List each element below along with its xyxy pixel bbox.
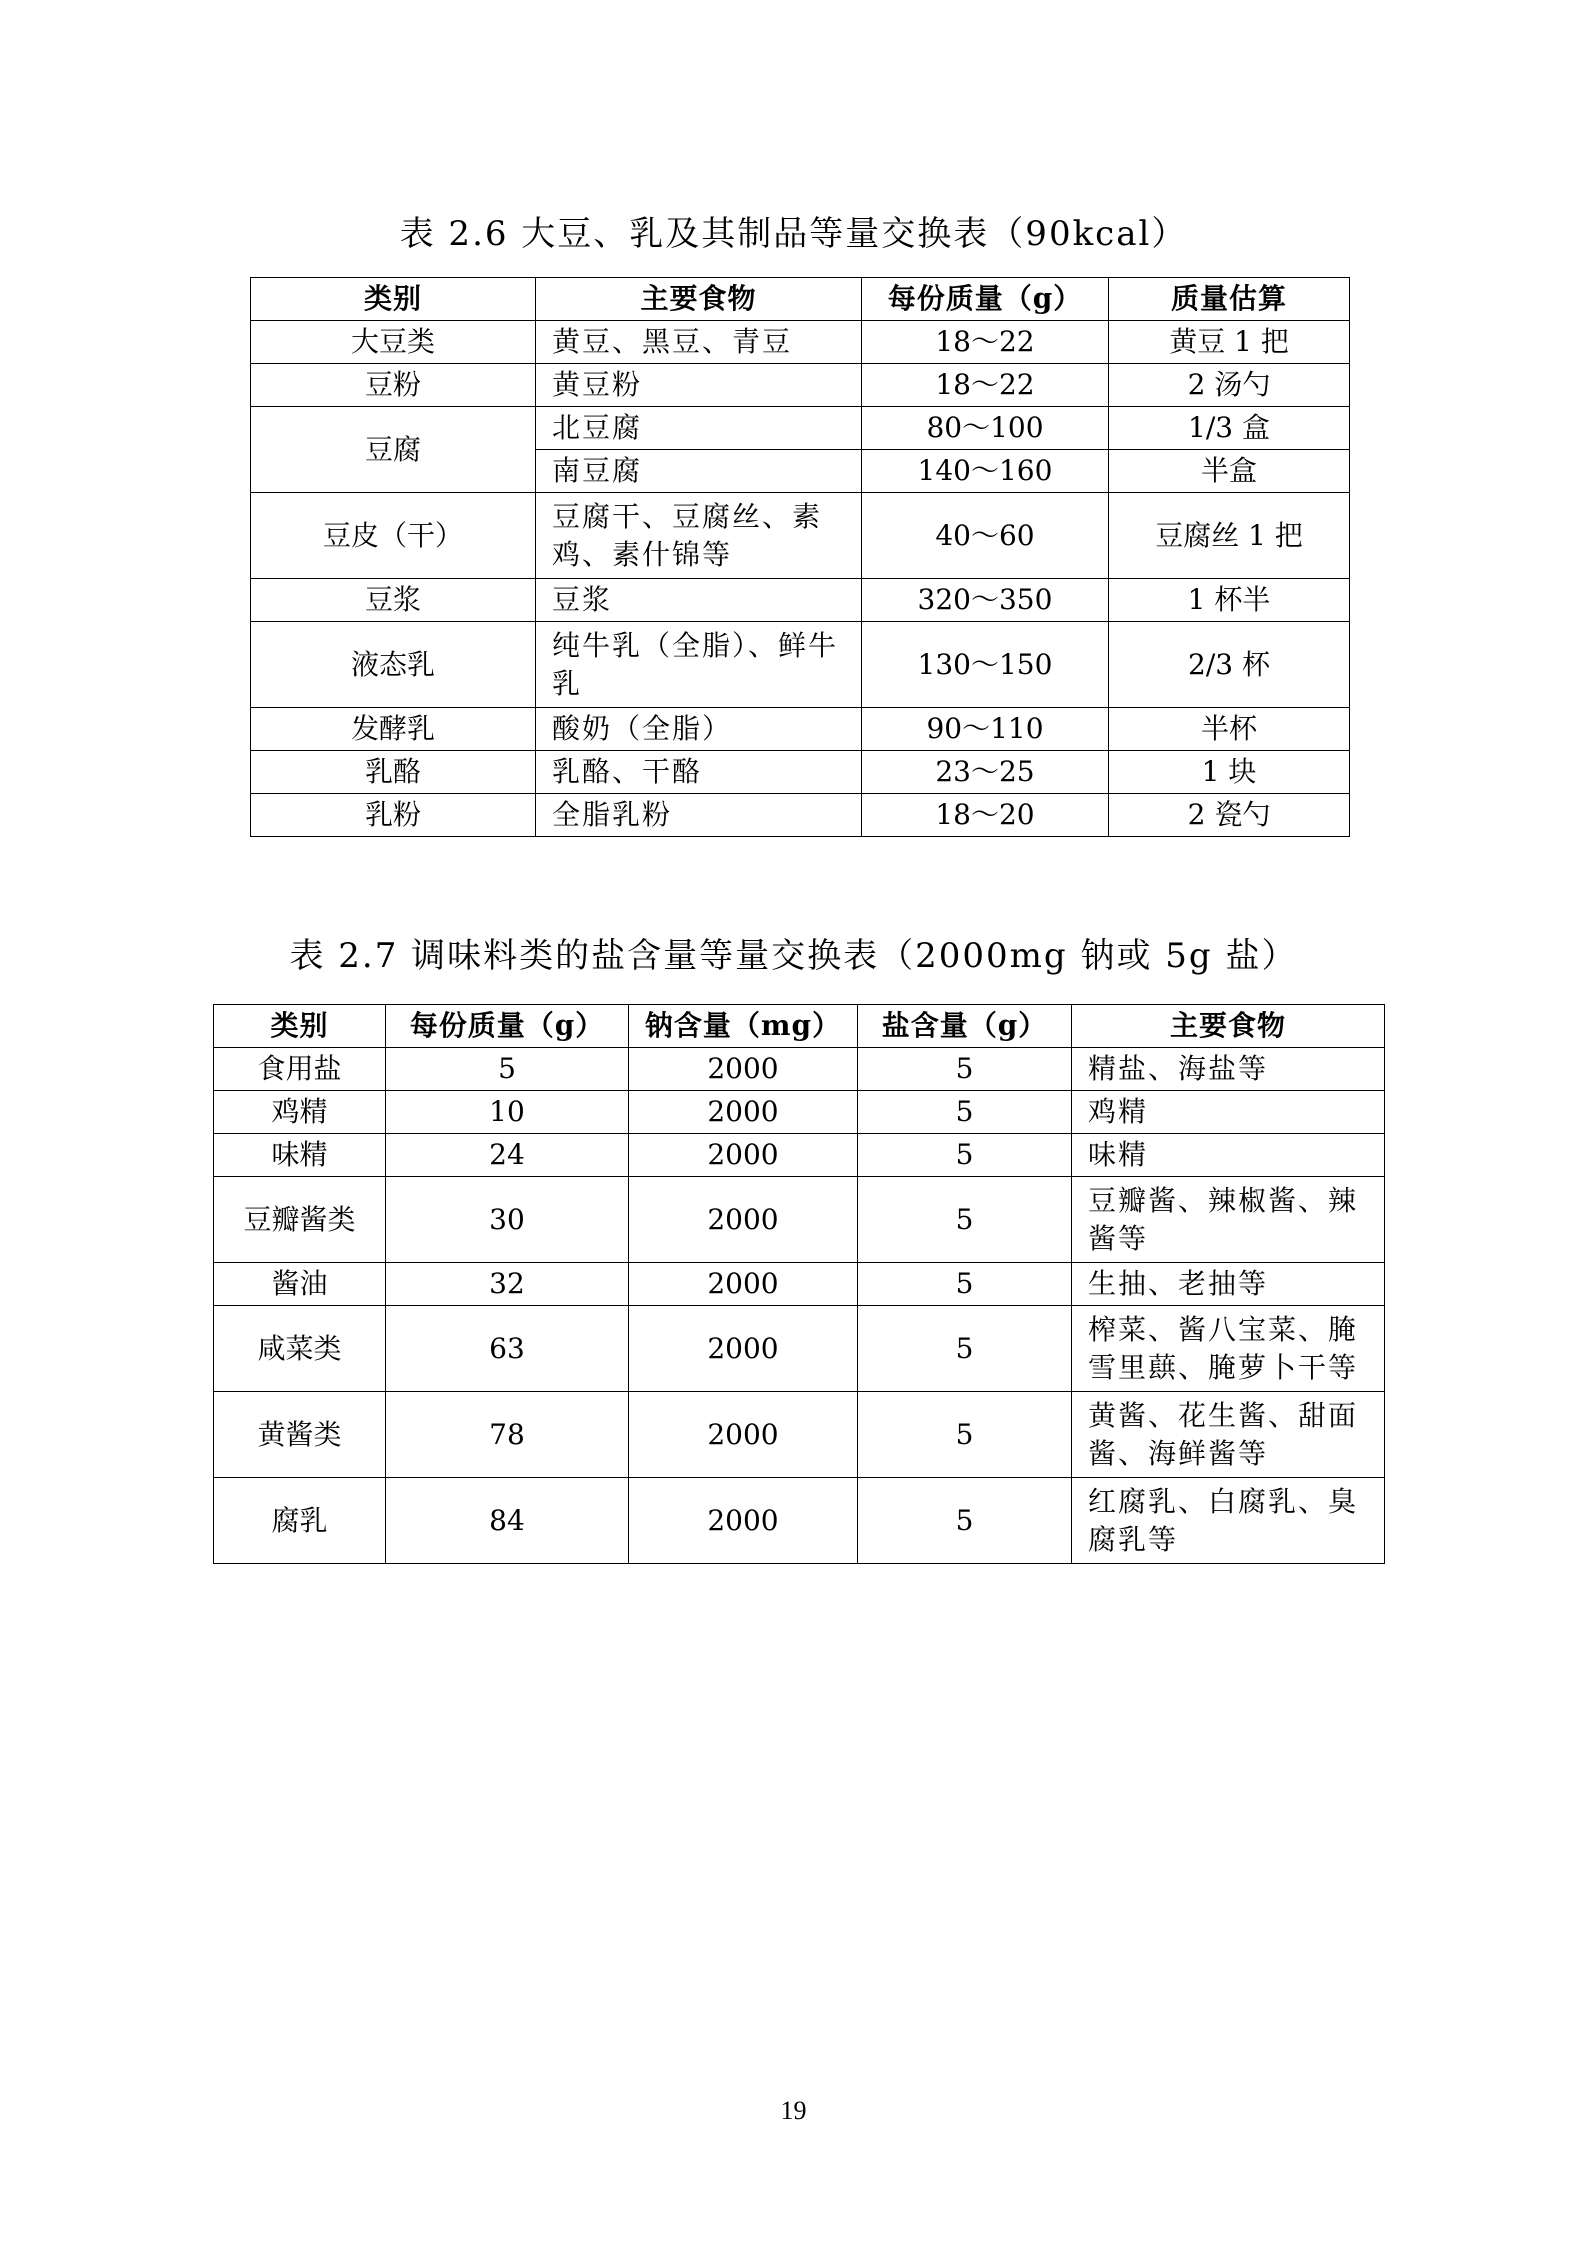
cell-food: 北豆腐: [536, 407, 862, 450]
cell-category: 液态乳: [251, 622, 536, 708]
cell-salt: 5: [858, 1306, 1072, 1392]
cell-food: 豆浆: [536, 579, 862, 622]
table-row: [251, 622, 1350, 708]
cell-category: 乳粉: [251, 794, 536, 837]
cell-food: 黄豆粉: [536, 364, 862, 407]
cell-food: 全脂乳粉: [536, 794, 862, 837]
cell-food: 生抽、老抽等: [1072, 1263, 1385, 1306]
cell-category: 豆腐: [251, 407, 536, 493]
cell-category: 乳酪: [251, 751, 536, 794]
header-main-food: 主要食物: [536, 278, 862, 321]
cell-sodium: 2000: [629, 1048, 858, 1091]
table-2-6-caption: 表 2.6 大豆、乳及其制品等量交换表（90kcal）: [399, 214, 1188, 254]
cell-category: 豆粉: [251, 364, 536, 407]
cell-category: 食用盐: [214, 1048, 386, 1091]
cell-category: 豆皮（干）: [251, 493, 536, 579]
cell-weight: 10: [386, 1091, 629, 1134]
cell-estimate: 半盒: [1109, 450, 1350, 493]
cell-weight: 84: [386, 1478, 629, 1564]
cell-estimate: 1 块: [1109, 751, 1350, 794]
table-row: [214, 1177, 1385, 1263]
cell-category: 味精: [214, 1134, 386, 1177]
table-header-row: [214, 1005, 1385, 1048]
table-2-7-caption: 表 2.7 调味料类的盐含量等量交换表（2000mg 钠或 5g 盐）: [289, 936, 1298, 976]
cell-weight: 32: [386, 1263, 629, 1306]
condiment-salt-exchange-table: [213, 1004, 1385, 1564]
cell-estimate: 2/3 杯: [1109, 622, 1350, 708]
page-number: 19: [780, 2096, 807, 2125]
cell-food: 纯牛乳（全脂）、鲜牛乳: [536, 622, 862, 708]
table-row: [251, 751, 1350, 794]
cell-salt: 5: [858, 1091, 1072, 1134]
cell-weight: 80～100: [862, 407, 1109, 450]
cell-salt: 5: [858, 1177, 1072, 1263]
cell-estimate: 半杯: [1109, 708, 1350, 751]
cell-category: 豆浆: [251, 579, 536, 622]
cell-food: 南豆腐: [536, 450, 862, 493]
cell-food: 黄酱、花生酱、甜面酱、海鲜酱等: [1072, 1392, 1385, 1478]
cell-estimate: 2 汤勺: [1109, 364, 1350, 407]
cell-food: 精盐、海盐等: [1072, 1048, 1385, 1091]
table-row: [251, 493, 1350, 579]
table-row: [251, 407, 1350, 450]
cell-weight: 320～350: [862, 579, 1109, 622]
cell-sodium: 2000: [629, 1478, 858, 1564]
cell-weight: 24: [386, 1134, 629, 1177]
header-sodium: 钠含量（mg）: [629, 1005, 858, 1048]
cell-weight: 5: [386, 1048, 629, 1091]
header-category: 类别: [214, 1005, 386, 1048]
cell-food: 豆瓣酱、辣椒酱、辣酱等: [1072, 1177, 1385, 1263]
table-row: [214, 1306, 1385, 1392]
table-row: [214, 1392, 1385, 1478]
cell-sodium: 2000: [629, 1263, 858, 1306]
cell-sodium: 2000: [629, 1392, 858, 1478]
header-weight: 每份质量（g）: [862, 278, 1109, 321]
cell-sodium: 2000: [629, 1091, 858, 1134]
cell-weight: 130～150: [862, 622, 1109, 708]
cell-sodium: 2000: [629, 1306, 858, 1392]
table-row: [214, 1263, 1385, 1306]
cell-category: 发酵乳: [251, 708, 536, 751]
table-row: [251, 579, 1350, 622]
header-estimate: 质量估算: [1109, 278, 1350, 321]
table-row: [251, 364, 1350, 407]
cell-weight: 63: [386, 1306, 629, 1392]
cell-salt: 5: [858, 1134, 1072, 1177]
cell-food: 榨菜、酱八宝菜、腌雪里蕻、腌萝卜干等: [1072, 1306, 1385, 1392]
cell-estimate: 2 瓷勺: [1109, 794, 1350, 837]
table-row: [251, 708, 1350, 751]
header-category: 类别: [251, 278, 536, 321]
cell-category: 咸菜类: [214, 1306, 386, 1392]
cell-sodium: 2000: [629, 1177, 858, 1263]
table-row: [214, 1048, 1385, 1091]
table-header-row: [251, 278, 1350, 321]
cell-salt: 5: [858, 1478, 1072, 1564]
cell-food: 豆腐干、豆腐丝、素鸡、素什锦等: [536, 493, 862, 579]
cell-weight: 18～22: [862, 364, 1109, 407]
cell-estimate: 黄豆 1 把: [1109, 321, 1350, 364]
cell-category: 鸡精: [214, 1091, 386, 1134]
cell-food: 乳酪、干酪: [536, 751, 862, 794]
cell-weight: 40～60: [862, 493, 1109, 579]
cell-food: 味精: [1072, 1134, 1385, 1177]
header-salt: 盐含量（g）: [858, 1005, 1072, 1048]
cell-weight: 18～20: [862, 794, 1109, 837]
cell-estimate: 1/3 盒: [1109, 407, 1350, 450]
cell-food: 鸡精: [1072, 1091, 1385, 1134]
cell-weight: 78: [386, 1392, 629, 1478]
header-weight: 每份质量（g）: [386, 1005, 629, 1048]
cell-food: 酸奶（全脂）: [536, 708, 862, 751]
cell-sodium: 2000: [629, 1134, 858, 1177]
cell-salt: 5: [858, 1048, 1072, 1091]
cell-category: 黄酱类: [214, 1392, 386, 1478]
table-row: [214, 1091, 1385, 1134]
soy-dairy-exchange-table: [250, 277, 1350, 837]
cell-weight: 30: [386, 1177, 629, 1263]
table-row: [251, 794, 1350, 837]
cell-category: 豆瓣酱类: [214, 1177, 386, 1263]
cell-salt: 5: [858, 1263, 1072, 1306]
table-row: [251, 321, 1350, 364]
cell-category: 酱油: [214, 1263, 386, 1306]
cell-food: 红腐乳、白腐乳、臭腐乳等: [1072, 1478, 1385, 1564]
table-row: [214, 1478, 1385, 1564]
cell-salt: 5: [858, 1392, 1072, 1478]
table-row: [214, 1134, 1385, 1177]
header-main-food: 主要食物: [1072, 1005, 1385, 1048]
cell-estimate: 豆腐丝 1 把: [1109, 493, 1350, 579]
cell-weight: 90～110: [862, 708, 1109, 751]
cell-category: 大豆类: [251, 321, 536, 364]
cell-category: 腐乳: [214, 1478, 386, 1564]
cell-weight: 140～160: [862, 450, 1109, 493]
cell-weight: 23～25: [862, 751, 1109, 794]
cell-food: 黄豆、黑豆、青豆: [536, 321, 862, 364]
cell-weight: 18～22: [862, 321, 1109, 364]
cell-estimate: 1 杯半: [1109, 579, 1350, 622]
